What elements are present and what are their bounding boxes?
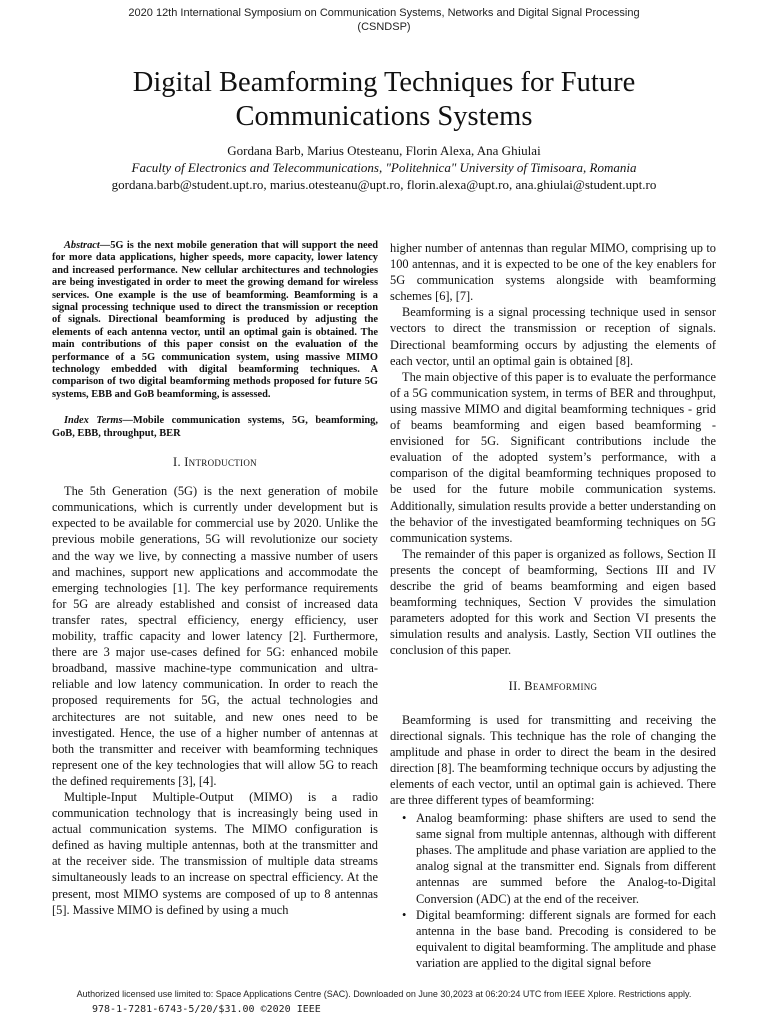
author-names: Gordana Barb, Marius Otesteanu, Florin Alexa, Ana Ghiulai xyxy=(227,143,541,158)
section-heading-introduction: I. Introduction xyxy=(173,455,257,470)
bullet-icon: • xyxy=(402,907,407,922)
intro-paragraph-3: Beamforming is a signal processing technique used in sensor vectors to direct the transmission or reception of signals. Directional beamforming occurs by adjusting the elements of each vector, until an optimal gain is obtained [8]. xyxy=(390,305,716,368)
abstract-text: —5G is the next mobile generation that will support the need for more data applications, higher speeds, more capacity, lower latency and increased performance. New cellular architectures and technologies are being investigated in order to meet the growing demand for wireless services. One example is the use of beamforming. Beamforming is a signal processing technique used to direct the transmission or reception of signals. Directional beamforming is produced by adjusting the elements of each antenna vector, until an optimal gain is obtained. The main contributions of this paper consist on the evaluation of the performance of a 5G communication system, using massive MIMO technology embedded with digital beamforming techniques. A comparison of two digital beamforming methods proposed for future 5G systems, EBB and GoB beamforming, is assessed. xyxy=(52,240,378,400)
abstract xyxy=(52,240,378,401)
bullet-icon: • xyxy=(402,811,407,826)
isbn-copyright: 978-1-7281-6743-5/20/$31.00 ©2020 IEEE xyxy=(92,1004,321,1015)
intro-paragraph-2: Multiple-Input Multiple-Output (MIMO) is a radio communication technology that is increasingly being used in actual communication systems. The MIMO configuration is defined as having multiple antennas, both at the transmitter and at the receiver side. The transmission of multiple data streams simultaneously leads to an increase on spectral efficiency. At the present, most MIMO systems are composed of up to 8 antennas [5]. Massive MIMO is defined by using a much xyxy=(52,789,378,917)
intro-paragraph-4: The main objective of this paper is to evaluate the performance of a 5G communication system, in terms of BER and throughput, using massive MIMO and digital beamforming techniques - grid of beams beamforming and eigen based beamforming - envisioned for 5G. Significant contributions include the evaluation of the adopted system’s performance, with a comparison of the digital beamforming techniques proposed to be used for the future mobile communication systems. Additionally, simulation results provide a better understanding on the behavior of the investigated beamforming techniques on 5G communication systems. xyxy=(390,369,716,545)
beamforming-paragraph-1: Beamforming is used for transmitting and receiving the directional signals. This technique has the role of changing the amplitude and phase in order to direct the beam in the desired direction [8]. The beamforming technique occurs by adjusting the elements of each vector, until an optimal gain is achieved. There are three different types of beamforming: xyxy=(390,712,716,807)
list-item-text: Analog beamforming: phase shifters are used to send the same signal from multiple antennas, although with different phases. The amplitude and phase variation are applied to the analog signal at the transmitter end. Signals from different antennas are summed before the Analog-to-Digital Conversion (ADC) at the end of the receiver. xyxy=(416,811,716,906)
paper-title-line2: Communications Systems xyxy=(235,101,533,132)
author-emails: gordana.barb@student.upt.ro, marius.otesteanu@upt.ro, florin.alexa@upt.ro, ana.ghiulai@student.upt.ro xyxy=(111,177,657,192)
index-terms-text: —Mobile communication systems, 5G, beamforming, GoB, EBB, throughput, BER xyxy=(52,415,378,439)
right-column xyxy=(390,240,716,971)
intro-paragraph-5: The remainder of this paper is organized as follows, Section II presents the concept of beamforming, Sections III and IV describe the grid of beams beamforming and eigen based beamforming techniques, Section V provides the simulation parameters adopted for this work and Section VI presents the simulation results and analysis. Lastly, Section VII outlines the conclusion of this paper. xyxy=(390,546,716,658)
intro-paragraph-1: The 5th Generation (5G) is the next generation of mobile communications, which is currently under development but is expected to be available for commercial use by 2020. Unlike the previous mobile generations, 5G will revolutionize our society and the way we live, by connecting a massive number of users and machines, support new applications and accommodate the emerging technologies [1]. The key performance requirements for 5G are already established and consist of increased data transfer rates, spectral efficiency, energy efficiency, user mobility, traffic capacity and lower latency [2]. Furthermore, there are 3 major use-cases defined for 5G: enhanced mobile broadband, massive machine-type communication and ultra-reliable and low latency communication. In order to reach the proposed requirements for 5G, the actual technologies and architectures are not suitable, and new ones need to be investigated. Hence, the use of a higher number of antennas at both the transmitter and receiver with beamforming techniques represent one of the key technologies that will allow 5G to reach the defined requirements [3], [4]. xyxy=(52,484,378,788)
list-item xyxy=(390,907,716,971)
intro-paragraph-2-continued: higher number of antennas than regular MIMO, comprising up to 100 antennas, and it is expected to be one of the key enablers for 5G communication systems alongside with beamforming schemes [6], [7]. xyxy=(390,241,716,304)
conference-name-line2: (CSNDSP) xyxy=(357,21,411,33)
index-terms-label: Index Terms xyxy=(64,415,123,427)
conference-name-line1: 2020 12th International Symposium on Communication Systems, Networks and Digital Signal Processing xyxy=(128,7,640,19)
list-item-text: Digital beamforming: different signals are formed for each antenna in the base band. Precoding is considered to be equivalent to digital beamforming. The amplitude and phase variation are applied to the digital signal before xyxy=(416,907,716,970)
conference-header xyxy=(60,6,708,34)
author-block xyxy=(40,142,728,193)
authorized-use-notice: Authorized licensed use limited to: Space Applications Centre (SAC). Downloaded on June 30,2023 at 06:20:24 UTC from IEEE Xplore. Restrictions apply. xyxy=(76,989,692,999)
index-terms xyxy=(52,415,378,440)
author-affiliation: Faculty of Electronics and Telecommunications, "Politehnica" University of Timisoara, Romania xyxy=(131,160,637,175)
paper-title-line1: Digital Beamforming Techniques for Future xyxy=(132,67,636,98)
left-column xyxy=(52,240,378,918)
beamforming-types-list xyxy=(390,810,716,971)
paper-title xyxy=(40,66,728,134)
abstract-label: Abstract xyxy=(64,240,100,251)
list-item xyxy=(390,810,716,907)
section-heading-beamforming: II. Beamforming xyxy=(508,679,598,694)
